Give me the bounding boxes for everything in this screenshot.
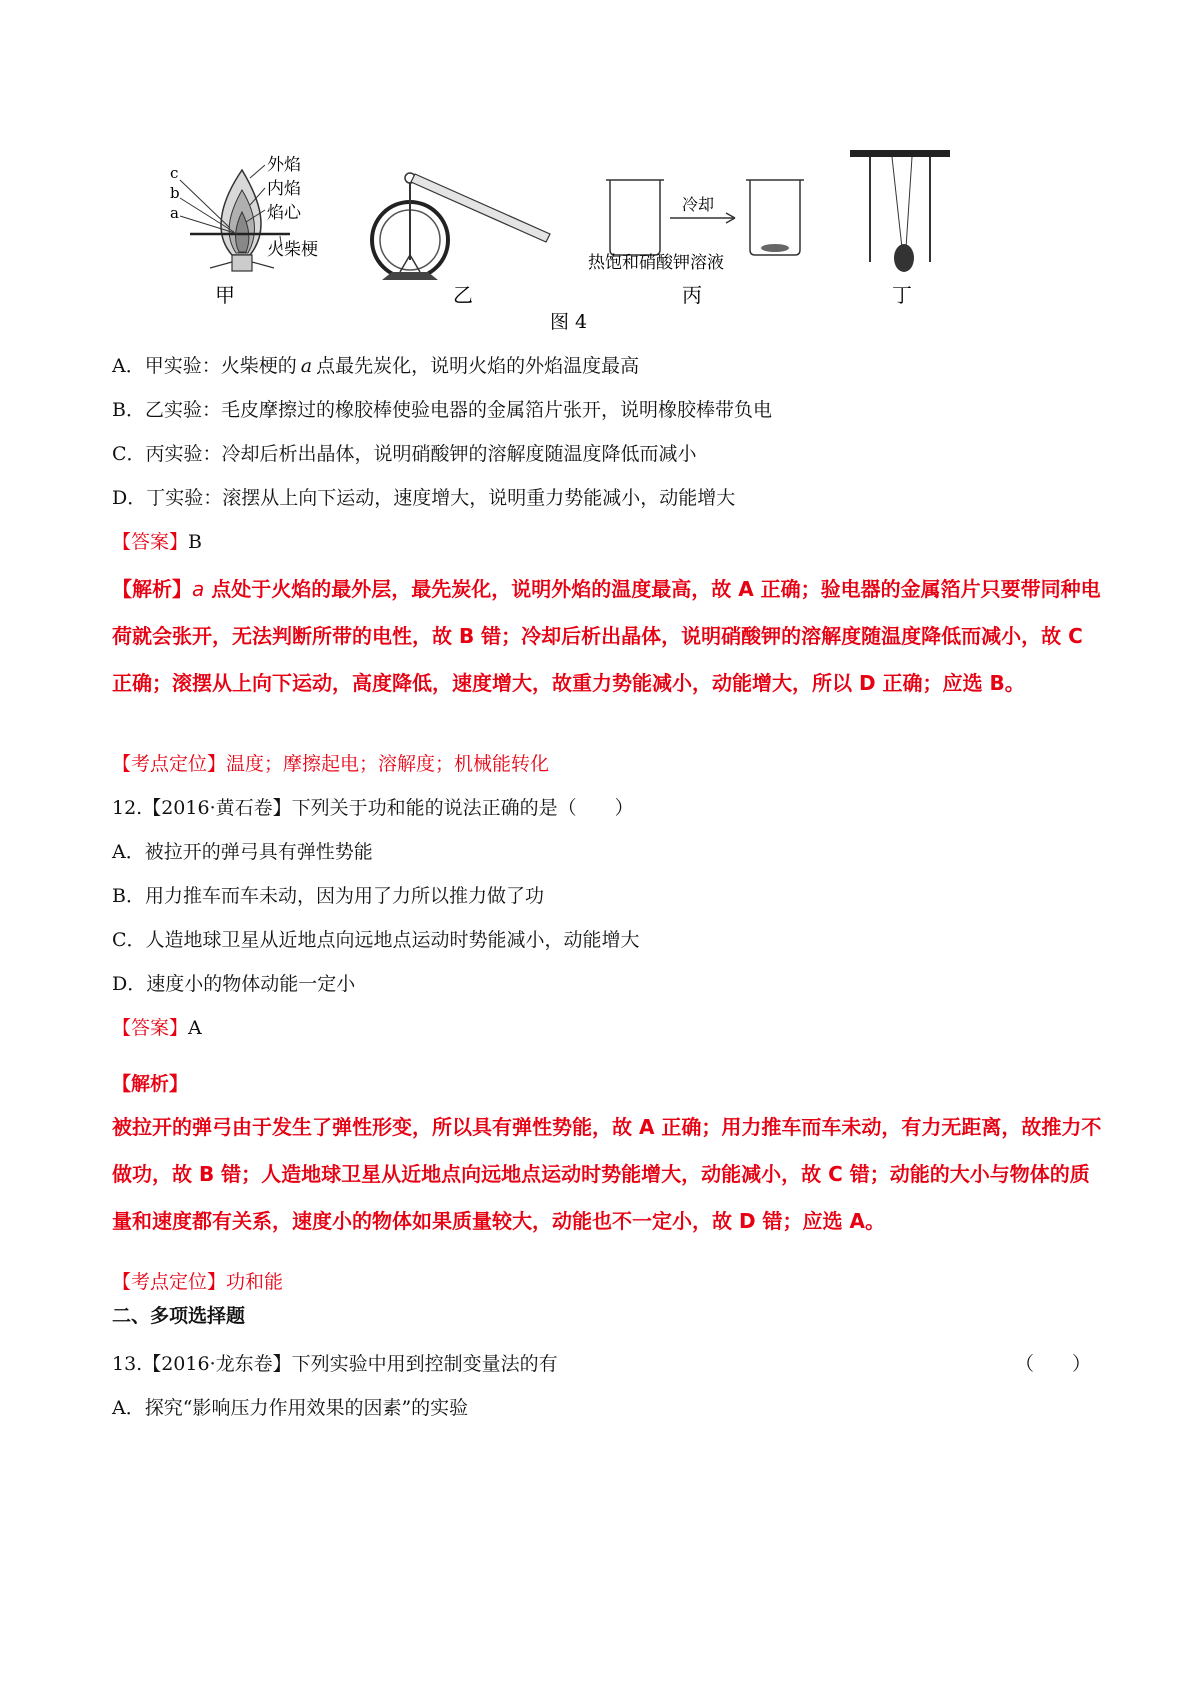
label-matchstick: 火柴梗	[267, 240, 318, 260]
electroscope-diagram	[372, 173, 550, 307]
label-c: c	[170, 164, 179, 182]
q11-option-b: B．乙实验：毛皮摩擦过的橡胶棒使验电器的金属箔片张开，说明橡胶棒带负电	[112, 399, 772, 421]
q11-option-c: C．丙实验：冷却后析出晶体，说明硝酸钾的溶解度随温度降低而减小	[112, 443, 697, 465]
beaker-diagram	[550, 180, 804, 333]
q12-option-d: D．速度小的物体动能一定小	[112, 973, 356, 995]
figure-caption: 图 4	[550, 311, 588, 333]
panel-label-jia: 甲	[215, 283, 235, 307]
q11-option-d: D．丁实验：滚摆从上向下运动，速度增大，说明重力势能减小，动能增大	[112, 487, 736, 509]
q12-analysis-label: 【解析】	[112, 1073, 189, 1095]
label-cooling: 冷却	[682, 195, 715, 214]
q12-answer: 【答案】A	[112, 1017, 202, 1039]
label-inner-flame: 内焰	[267, 179, 301, 199]
q12-stem: 12.【2016·黄石卷】下列关于功和能的说法正确的是（ ）	[112, 797, 634, 819]
panel-label-yi: 乙	[453, 283, 473, 307]
q13-stem: 13.【2016·龙东卷】下列实验中用到控制变量法的有	[112, 1353, 558, 1375]
panel-label-ding: 丁	[892, 283, 912, 307]
label-b: b	[170, 184, 180, 202]
section-title: 二、多项选择题	[112, 1305, 246, 1327]
label-outer-flame: 外焰	[267, 155, 301, 175]
q11-option-a: A．甲实验：火柴梗的 a 点最先炭化，说明火焰的外焰温度最高	[112, 355, 640, 377]
q12-option-c: C．人造地球卫星从近地点向远地点运动时势能减小，动能增大	[112, 929, 640, 951]
q11-knowledge-point: 【考点定位】温度；摩擦起电；溶解度；机械能转化	[112, 753, 550, 775]
q11-answer: 【答案】B	[112, 531, 202, 553]
q12-option-a: A．被拉开的弹弓具有弹性势能	[112, 841, 373, 863]
q13-answer-blank: （ ）	[1015, 1353, 1092, 1375]
q12-option-b: B．用力推车而车未动，因为用了力所以推力做了功	[112, 885, 544, 907]
flame-diagram	[170, 155, 318, 307]
panel-label-bing: 丙	[682, 283, 702, 307]
q13-option-a: A．探究“影响压力作用效果的因素”的实验	[112, 1397, 469, 1419]
experiment-figure	[170, 150, 1030, 365]
q12-knowledge-point: 【考点定位】功和能	[112, 1271, 284, 1293]
pendulum-diagram	[850, 150, 950, 307]
label-flame-core: 焰心	[267, 203, 301, 223]
label-solution: 热饱和硝酸钾溶液	[588, 253, 724, 273]
q11-analysis: 【解析】a 点处于火焰的最外层，最先炭化，说明外焰的温度最高，故 A 正确；验电器的金属箔片只要带同种电荷就会张开，无法判断所带的电性，故 B 错；冷却后析出晶体，说明硝酸钾的溶解度随温度降低而减小，故 C 正确；滚摆从上向下运动，高度降低，速度增大，故重力势能减小，动能增大，所以 D 正确；应选 B。	[112, 577, 1101, 695]
q12-analysis: 被拉开的弹弓由于发生了弹性形变，所以具有弹性势能，故 A 正确；用力推车而车未动，有力无距离，故推力不做功，故 B 错；人造地球卫星从近地点向远地点运动时势能增大，动能减小，故 C 错；动能的大小与物体的质量和速度都有关系，速度小的物体如果质量较大，动能也不一定小，故 D 错；应选 A。	[112, 1115, 1102, 1233]
label-a: a	[170, 204, 179, 222]
